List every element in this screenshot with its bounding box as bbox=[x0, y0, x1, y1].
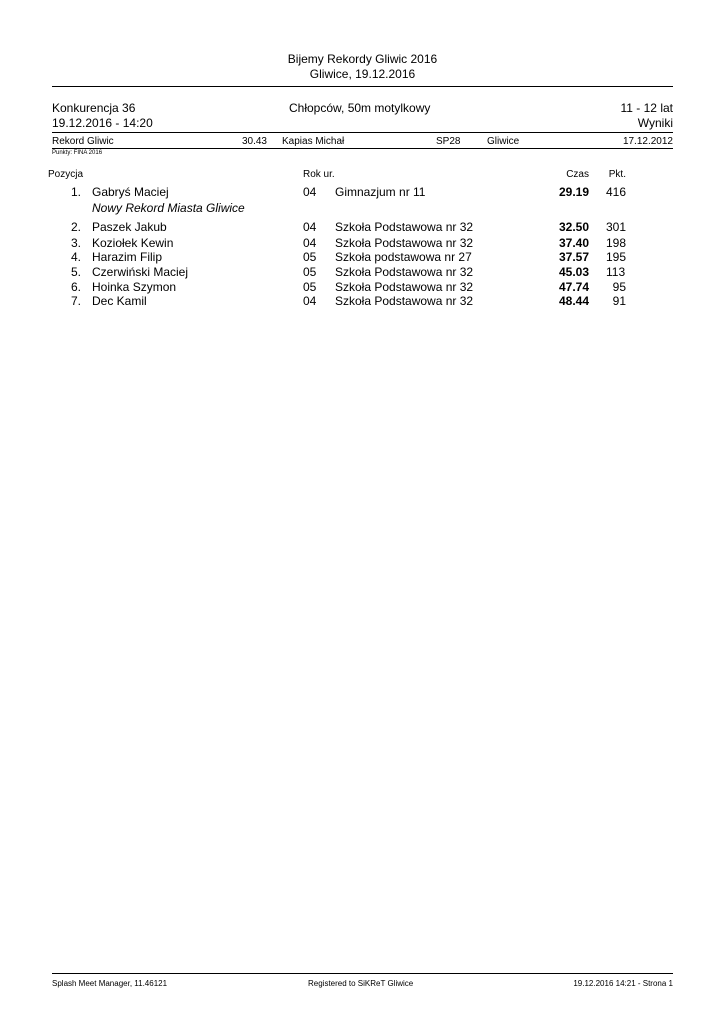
result-club: Szkoła Podstawowa nr 32 bbox=[335, 280, 474, 294]
record-time: 30.43 bbox=[241, 136, 267, 147]
result-place: 4. bbox=[70, 250, 81, 264]
result-year: 04 bbox=[303, 236, 317, 250]
event-datetime: 19.12.2016 - 14:20 bbox=[52, 116, 153, 130]
result-name: Gabryś Maciej bbox=[92, 185, 169, 199]
result-name: Harazim Filip bbox=[92, 250, 163, 264]
result-place: 5. bbox=[70, 265, 81, 279]
record-date: 17.12.2012 bbox=[622, 136, 673, 147]
footer-divider bbox=[52, 973, 673, 974]
event-name: Chłopców, 50m motylkowy bbox=[289, 101, 431, 115]
column-header-year: Rok ur. bbox=[303, 169, 335, 180]
result-name: Koziołek Kewin bbox=[92, 236, 174, 250]
result-points: 301 bbox=[606, 220, 627, 234]
footer-software: Splash Meet Manager, 11.46121 bbox=[52, 979, 168, 988]
event-number: Konkurencja 36 bbox=[52, 101, 136, 115]
result-points: 95 bbox=[612, 280, 626, 294]
result-time: 48.44 bbox=[558, 294, 589, 308]
result-year: 05 bbox=[303, 280, 317, 294]
result-year: 04 bbox=[303, 294, 317, 308]
result-time: 29.19 bbox=[558, 185, 589, 199]
column-header-position: Pozycja bbox=[48, 169, 84, 180]
result-club: Szkoła podstawowa nr 27 bbox=[335, 250, 472, 264]
column-header-points: Pkt. bbox=[608, 169, 626, 180]
result-club: Szkoła Podstawowa nr 32 bbox=[335, 236, 474, 250]
record-holder: Kapias Michał bbox=[282, 136, 345, 147]
result-name: Hoinka Szymon bbox=[92, 280, 177, 294]
result-name: Paszek Jakub bbox=[92, 220, 167, 234]
points-note: Punkty: FINA 2016 bbox=[52, 150, 103, 156]
result-name: Dec Kamil bbox=[92, 294, 147, 308]
result-year: 04 bbox=[303, 220, 317, 234]
record-club: SP28 bbox=[436, 136, 461, 147]
document-type: Wyniki bbox=[637, 116, 673, 130]
result-name: Czerwiński Maciej bbox=[92, 265, 189, 279]
record-divider bbox=[52, 148, 673, 149]
result-time: 47.74 bbox=[558, 280, 589, 294]
result-place: 7. bbox=[70, 294, 81, 308]
result-place: 3. bbox=[70, 236, 81, 250]
column-header-time: Czas bbox=[566, 169, 589, 180]
result-points: 416 bbox=[606, 185, 627, 199]
result-club: Gimnazjum nr 11 bbox=[335, 185, 426, 199]
result-points: 198 bbox=[606, 236, 627, 250]
result-club: Szkoła Podstawowa nr 32 bbox=[335, 265, 474, 279]
result-year: 04 bbox=[303, 185, 317, 199]
result-place: 1. bbox=[70, 185, 81, 199]
document-subtitle: Gliwice, 19.12.2016 bbox=[309, 67, 416, 81]
result-time: 32.50 bbox=[558, 220, 589, 234]
result-points: 113 bbox=[606, 265, 626, 279]
document-title: Bijemy Rekordy Gliwic 2016 bbox=[287, 52, 438, 66]
footer-page-info: 19.12.2016 14:21 - Strona 1 bbox=[573, 979, 673, 988]
result-place: 2. bbox=[70, 220, 81, 234]
record-city: Gliwice bbox=[487, 136, 520, 147]
result-record-note: Nowy Rekord Miasta Gliwice bbox=[92, 201, 245, 215]
event-age-group: 11 - 12 lat bbox=[620, 101, 673, 115]
result-time: 45.03 bbox=[558, 265, 589, 279]
result-club: Szkoła Podstawowa nr 32 bbox=[335, 220, 474, 234]
record-label: Rekord Gliwic bbox=[52, 136, 114, 147]
result-year: 05 bbox=[303, 250, 317, 264]
header-divider bbox=[52, 86, 673, 87]
result-time: 37.40 bbox=[558, 236, 589, 250]
result-points: 91 bbox=[612, 294, 626, 308]
footer-registered: Registered to SiKReT Gliwice bbox=[308, 979, 414, 988]
result-club: Szkoła Podstawowa nr 32 bbox=[335, 294, 474, 308]
result-time: 37.57 bbox=[558, 250, 589, 264]
result-year: 05 bbox=[303, 265, 317, 279]
event-divider bbox=[52, 132, 673, 133]
result-place: 6. bbox=[70, 280, 81, 294]
result-points: 195 bbox=[606, 250, 627, 264]
